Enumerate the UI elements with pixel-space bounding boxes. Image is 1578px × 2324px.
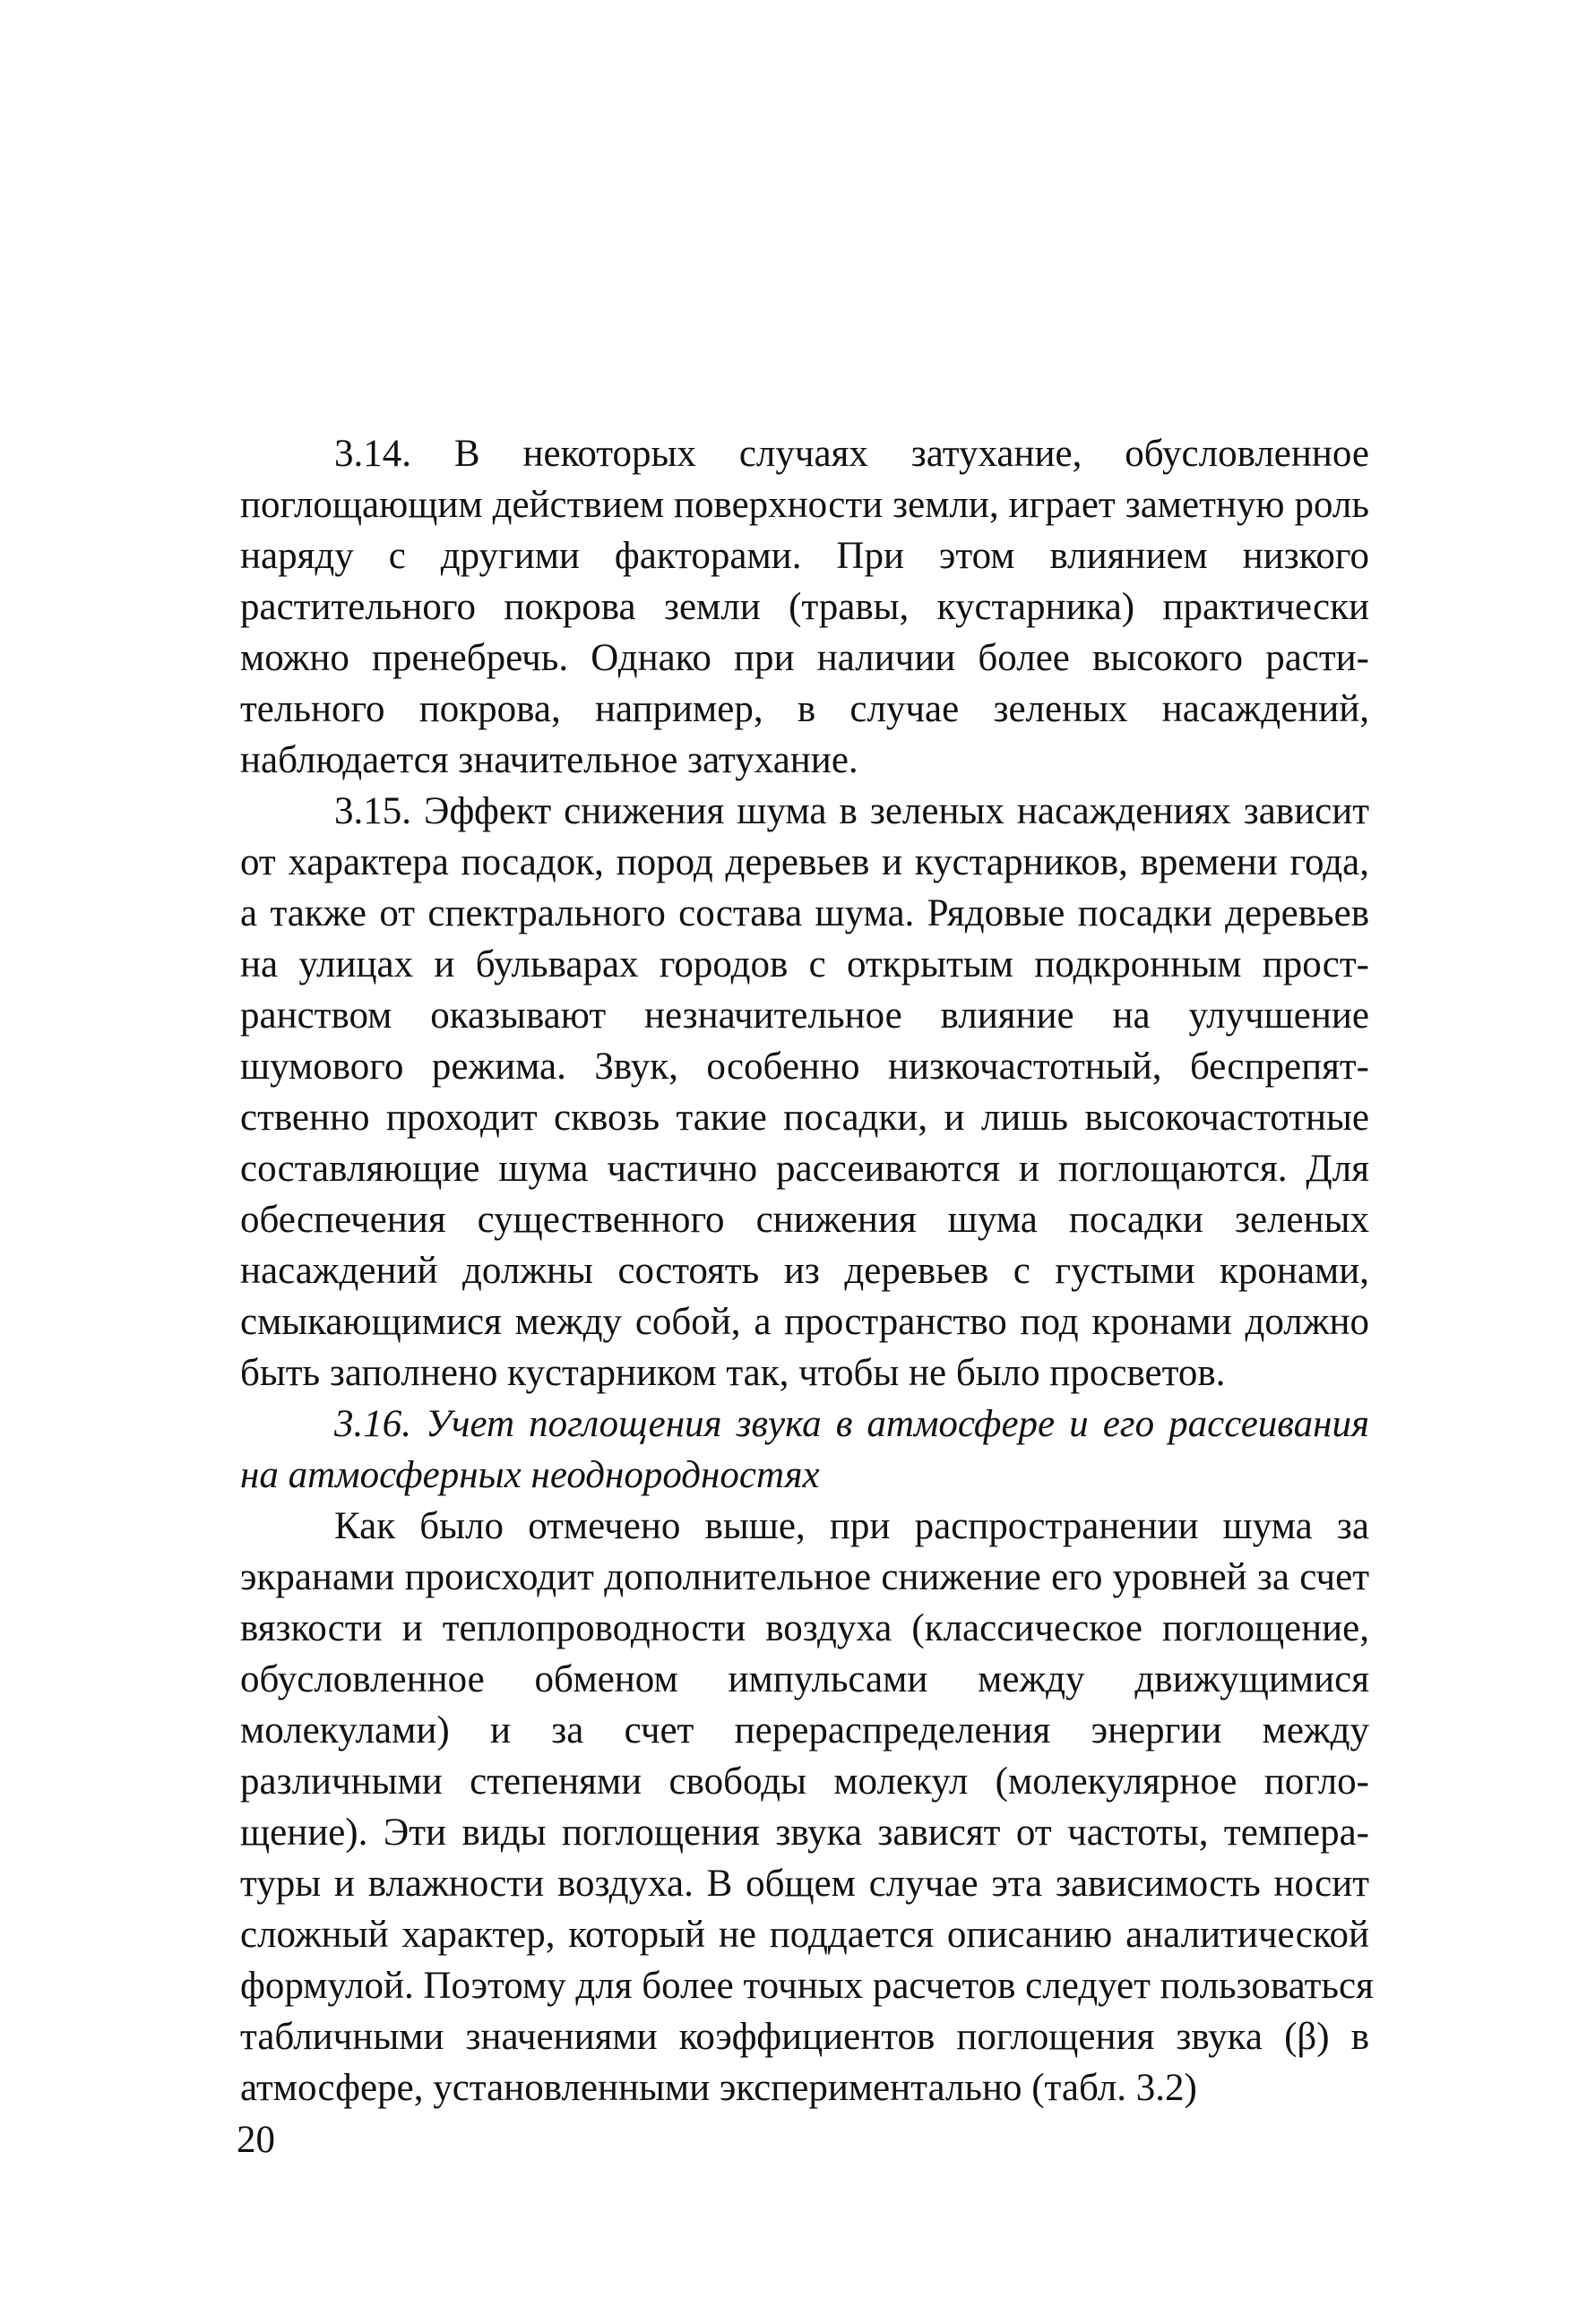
- heading-line: 3.16. Учет поглощения звука в атмосфере и его рассеивания: [334, 1403, 1369, 1445]
- text-line: поглощающим действием поверхности земли, играет заметную роль: [240, 484, 1369, 526]
- text-line: а также от спектрального состава шума. Рядовые посадки деревьев: [240, 892, 1369, 934]
- text-line: наряду с другими факторами. При этом влиянием низкого: [240, 535, 1369, 577]
- text-line: туры и влажности воздуха. В общем случае эта зависимость носит: [240, 1863, 1369, 1905]
- text-line: щение). Эти виды поглощения звука зависят от частоты, темпера-: [240, 1812, 1369, 1854]
- paragraph-3-15: [240, 786, 1369, 1399]
- text-line: обусловленное обменом импульсами между движущимися: [240, 1658, 1369, 1700]
- paragraph-3-16-body: [240, 1501, 1374, 2113]
- text-line: составляющие шума частично рассеиваются и поглощаются. Для: [240, 1148, 1369, 1190]
- text-line: различными степенями свободы молекул (молекулярное погло-: [240, 1760, 1369, 1803]
- text-line: тельного покрова, например, в случае зеленых насаждений,: [240, 688, 1369, 730]
- text-line: вязкости и теплопроводности воздуха (классическое поглощение,: [240, 1607, 1369, 1649]
- text-line: табличными значениями коэффициентов поглощения звука (β) в: [240, 2016, 1369, 2058]
- page-body: [240, 428, 1374, 2113]
- text-line: от характера посадок, пород деревьев и кустарников, времени года,: [240, 841, 1369, 883]
- text-line: смыкающимися между собой, а пространство под кронами должно: [240, 1301, 1369, 1343]
- text-line: экранами происходит дополнительное снижение его уровней за счет: [240, 1556, 1369, 1598]
- text-line: можно пренебречь. Однако при наличии более высокого расти-: [240, 637, 1369, 679]
- text-line: сложный характер, который не поддается описанию аналитической: [240, 1914, 1369, 1956]
- text-line: 3.15. Эффект снижения шума в зеленых насаждениях зависит: [334, 790, 1369, 832]
- text-line: ственно проходит сквозь такие посадки, и лишь высокочастотные: [240, 1097, 1369, 1139]
- paragraph-3-14: [240, 428, 1369, 786]
- text-line: наблюдается значительное затухание.: [240, 739, 858, 781]
- section-heading-3-16: [240, 1399, 1369, 1501]
- page-number: 20: [237, 2119, 275, 2161]
- text-line: атмосфере, установленными экспериментально (табл. 3.2): [240, 2067, 1197, 2109]
- text-line: обеспечения существенного снижения шума посадки зеленых: [240, 1199, 1369, 1241]
- text-line: быть заполнено кустарником так, чтобы не было просветов.: [240, 1352, 1226, 1394]
- text-line: молекулами) и за счет перераспределения энергии между: [240, 1709, 1369, 1752]
- text-line: Как было отмечено выше, при распространении шума за: [334, 1505, 1369, 1547]
- text-line: 3.14. В некоторых случаях затухание, обусловленное: [334, 433, 1369, 475]
- heading-line: на атмосферных неоднородностях: [240, 1454, 820, 1496]
- text-line: ранством оказывают незначительное влияние на улучшение: [240, 994, 1369, 1037]
- text-line: на улицах и бульварах городов с открытым подкронным прост-: [240, 943, 1369, 986]
- text-line: растительного покрова земли (травы, кустарника) практически: [240, 586, 1369, 628]
- text-line: формулой. Поэтому для более точных расчетов следует пользоваться: [240, 1965, 1374, 2007]
- text-line: насаждений должны состоять из деревьев с густыми кронами,: [240, 1250, 1369, 1292]
- text-line: шумового режима. Звук, особенно низкочастотный, беспрепят-: [240, 1046, 1369, 1088]
